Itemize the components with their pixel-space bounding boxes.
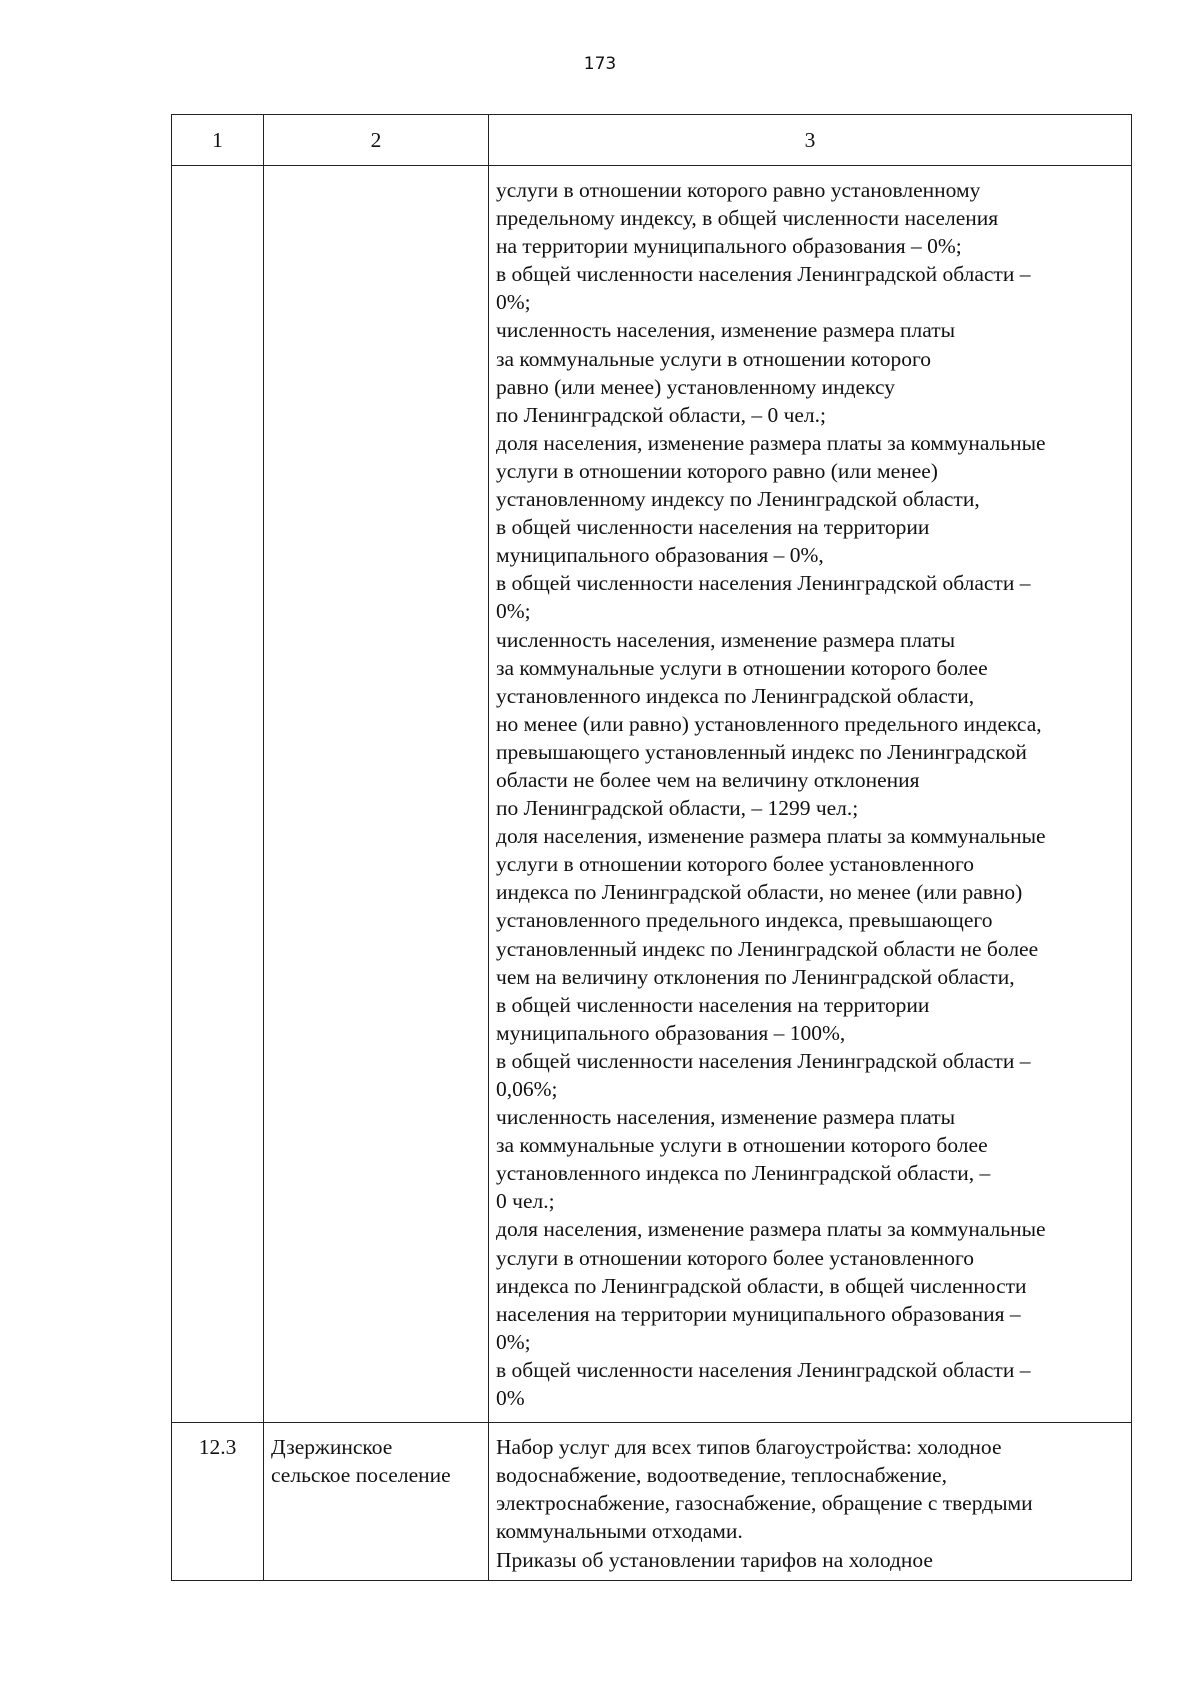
text-line: услуги в отношении которого равно (или менее) [496, 458, 938, 483]
text-line: превышающего установленный индекс по Ленинградской [496, 739, 1027, 764]
text-line: численность населения, изменение размера платы [496, 627, 956, 652]
text-line: населения на территории муниципального образования – [496, 1301, 1021, 1326]
text-line: 0%; [496, 290, 531, 315]
text-line: численность населения, изменение размера платы [496, 1105, 956, 1130]
text-line: за коммунальные услуги в отношении которого более [496, 655, 988, 680]
text-line: по Ленинградской области, – 1299 чел.; [496, 796, 859, 821]
text-line: установленному индексу по Ленинградской области, [496, 487, 980, 512]
table-row [172, 1423, 1132, 1580]
text-line: установленного индекса по Ленинградской области, [496, 683, 975, 708]
text-line: сельское поселение [271, 1463, 451, 1488]
text-line: услуги в отношении которого более установленного [496, 852, 974, 877]
text-line: Приказы об установлении тарифов на холодное [496, 1547, 933, 1572]
page-number: 173 [583, 54, 617, 74]
text-line: за коммунальные услуги в отношении которого [496, 346, 932, 371]
text-line: области не более чем на величину отклонения [496, 767, 920, 792]
column-header-3: 3 [489, 115, 1132, 166]
text-line: за коммунальные услуги в отношении которого более [496, 1133, 988, 1158]
text-line: водоснабжение, водоотведение, теплоснабжение, [496, 1463, 948, 1488]
text-line: численность населения, изменение размера платы [496, 318, 956, 343]
row-number-cell: 12.3 [172, 1423, 264, 1580]
text-line: муниципального образования – 0%, [496, 543, 824, 568]
text-line: в общей численности населения Ленинградской области – [496, 1048, 1031, 1073]
table-row [172, 166, 1132, 1423]
text-line: равно (или менее) установленному индексу [496, 374, 896, 399]
text-line: 0%; [496, 1329, 531, 1354]
text-line: доля населения, изменение размера платы за коммунальные [496, 824, 1046, 849]
text-line: установленный индекс по Ленинградской области не более [496, 936, 1039, 961]
text-line: индекса по Ленинградской области, но менее (или равно) [496, 880, 1023, 905]
text-line: установленного индекса по Ленинградской области, – [496, 1161, 991, 1186]
text-line: в общей численности населения Ленинградской области – [496, 262, 1031, 287]
text-line: в общей численности населения Ленинградской области – [496, 1357, 1031, 1382]
text-line: в общей численности населения на территории [496, 515, 930, 540]
text-line: 0 чел.; [496, 1189, 555, 1214]
text-line: Дзержинское [271, 1435, 393, 1460]
row-text-cell [489, 1423, 1132, 1580]
text-line: предельному индексу, в общей численности населения [496, 206, 999, 231]
row-text-cell [489, 166, 1132, 1423]
row-name-cell [264, 1423, 489, 1580]
text-line: чем на величину отклонения по Ленинградской области, [496, 964, 1015, 989]
text-line: но менее (или равно) установленного предельного индекса, [496, 711, 1042, 736]
data-table [171, 114, 1132, 1581]
text-line: 0% [496, 1386, 525, 1411]
text-line: 0,06%; [496, 1077, 558, 1101]
text-line: электроснабжение, газоснабжение, обращение с твердыми [496, 1491, 1033, 1516]
text-line: Набор услуг для всех типов благоустройства: холодное [496, 1435, 1002, 1460]
text-line: услуги в отношении которого более установленного [496, 1245, 974, 1270]
text-line: 0%; [496, 599, 531, 624]
column-header-1: 1 [172, 115, 264, 166]
text-line: услуги в отношении которого равно установленному [496, 178, 981, 202]
text-line: доля населения, изменение размера платы за коммунальные [496, 1217, 1046, 1242]
text-line: в общей численности населения на территории [496, 992, 930, 1017]
text-line: установленного предельного индекса, превышающего [496, 908, 993, 933]
table-header-row [172, 115, 1132, 166]
row-name-cell [264, 166, 489, 1423]
text-line: на территории муниципального образования – 0%; [496, 234, 962, 259]
text-line: муниципального образования – 100%, [496, 1020, 846, 1045]
text-line: по Ленинградской области, – 0 чел.; [496, 402, 827, 427]
text-line: в общей численности населения Ленинградской области – [496, 571, 1031, 596]
column-header-2: 2 [264, 115, 489, 166]
text-line: доля населения, изменение размера платы за коммунальные [496, 430, 1046, 455]
row-number-cell [172, 166, 264, 1423]
text-line: индекса по Ленинградской области, в общей численности [496, 1273, 1027, 1298]
text-line: коммунальными отходами. [496, 1519, 743, 1544]
